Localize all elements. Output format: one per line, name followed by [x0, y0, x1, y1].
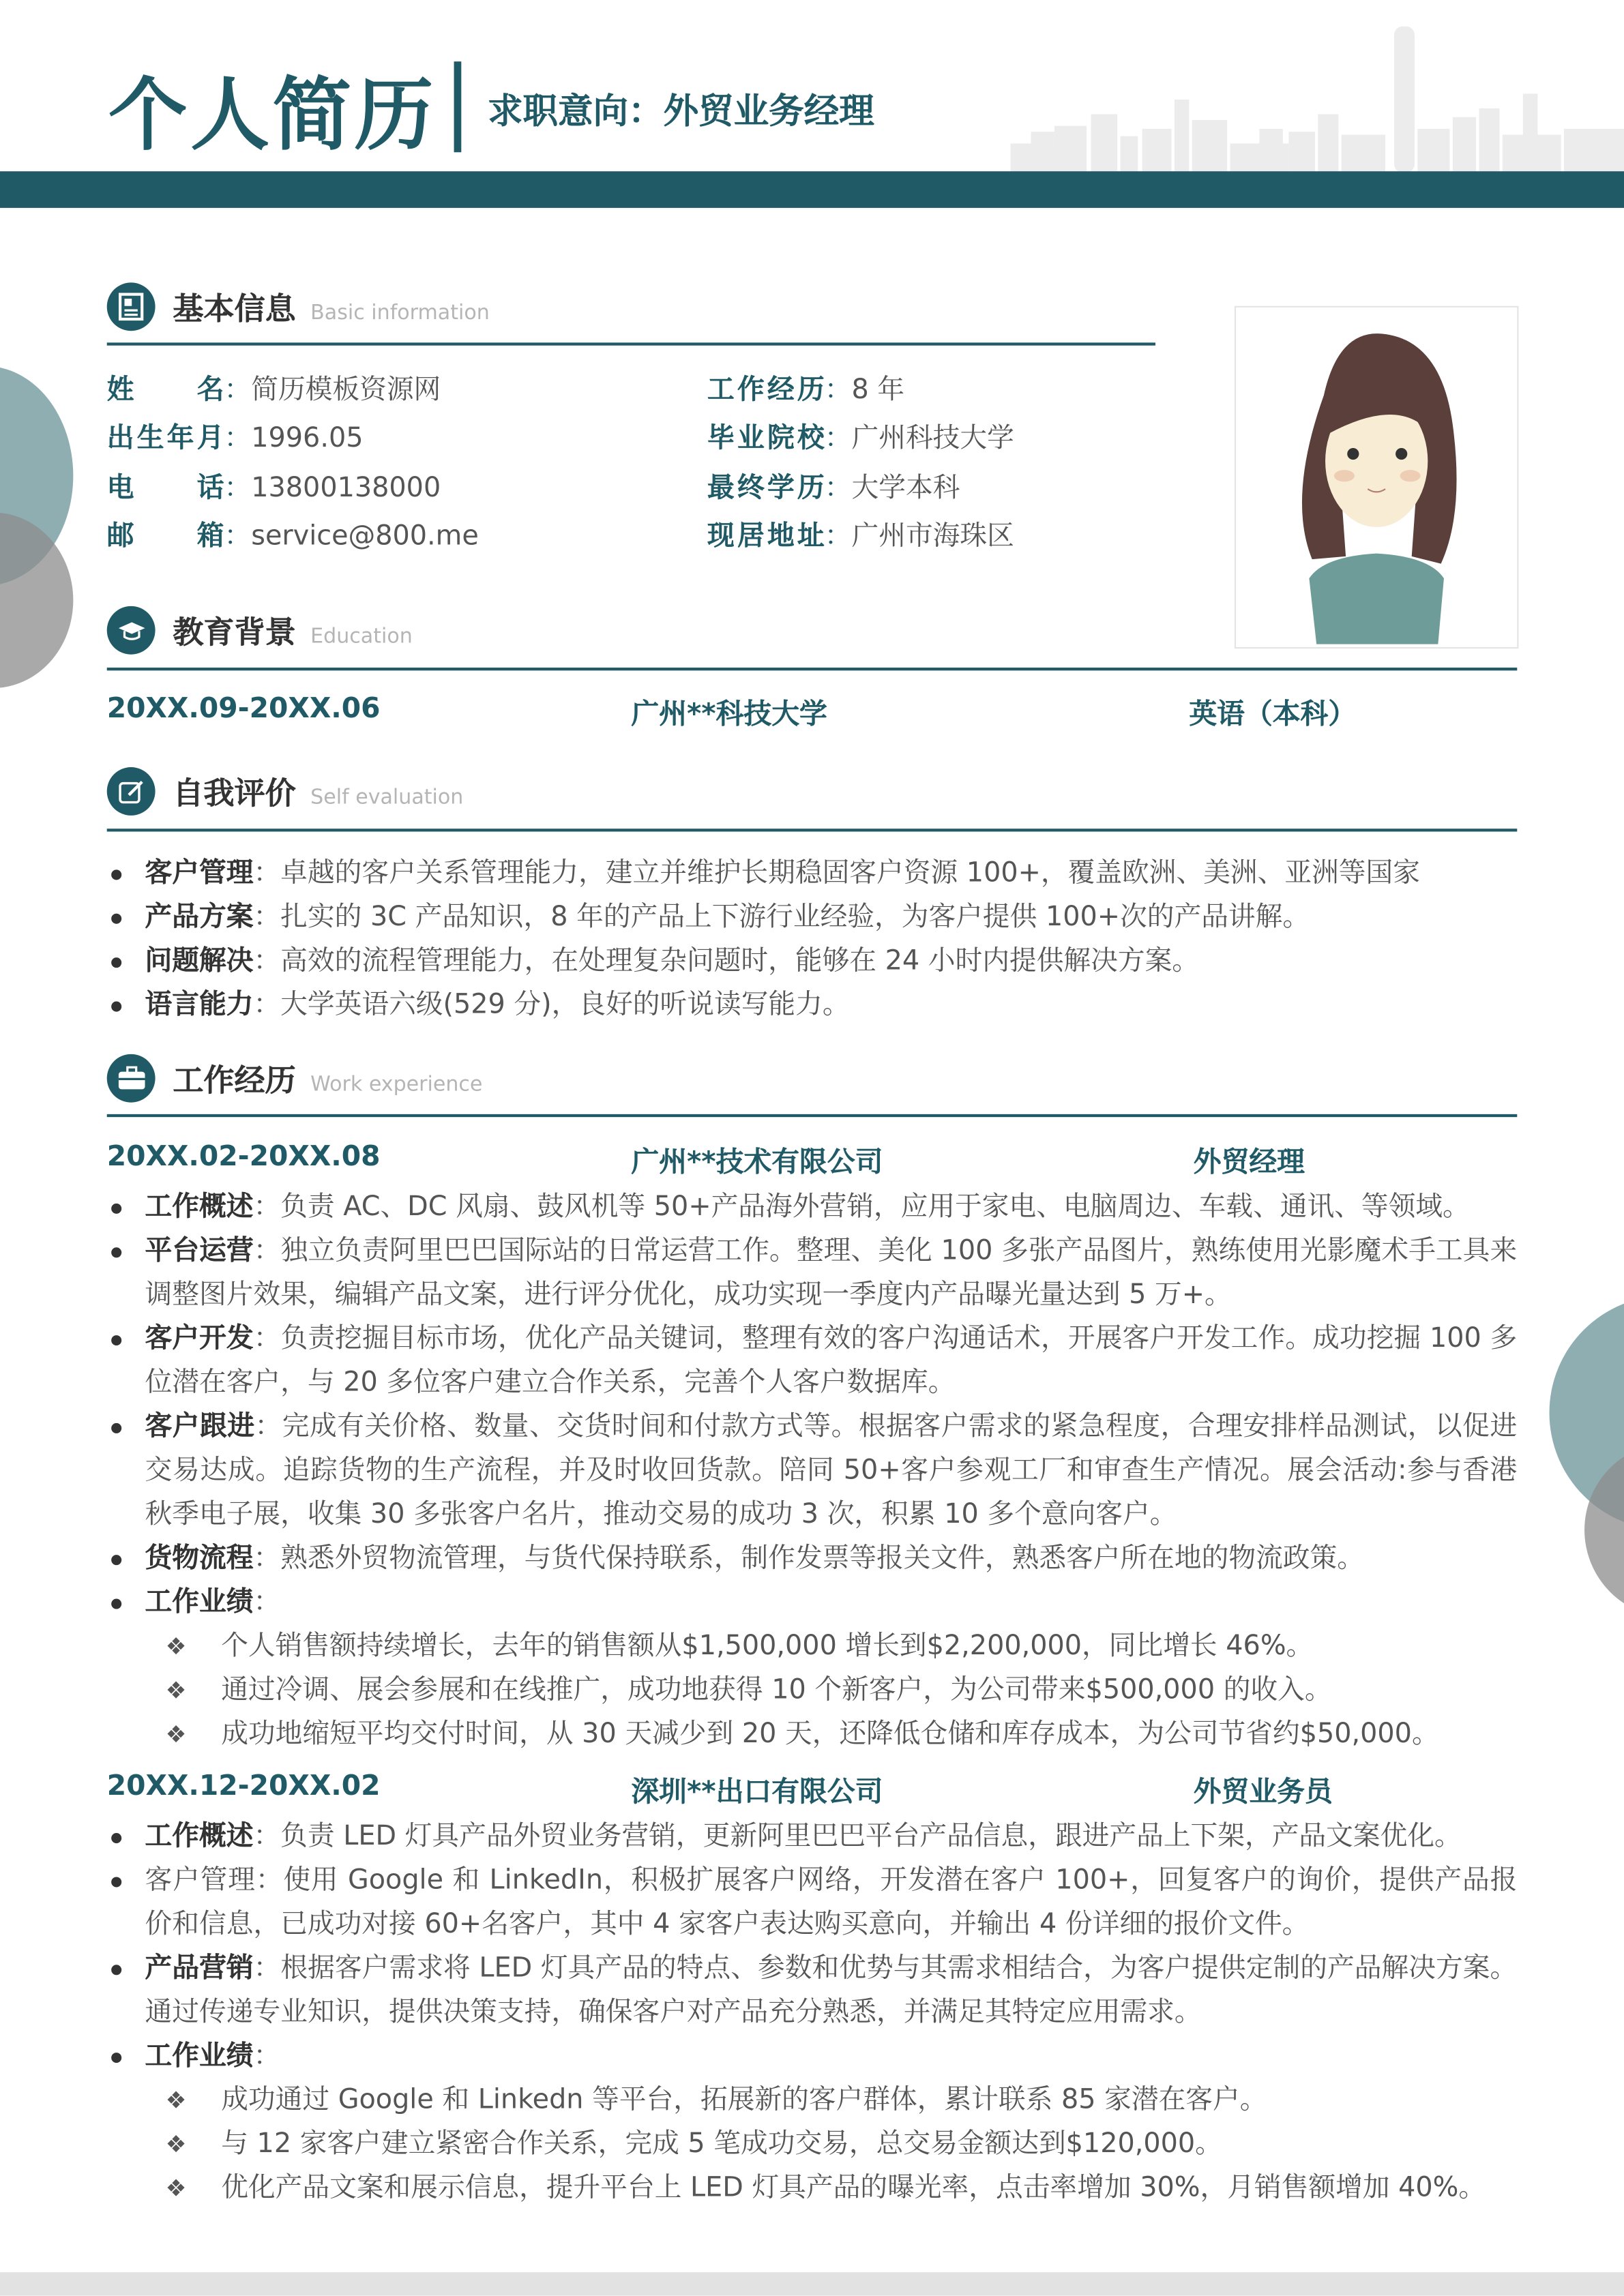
- job-company: 广州**技术有限公司: [631, 1146, 883, 1179]
- diamond-bullet-icon: ❖: [165, 2174, 187, 2203]
- achievement-item: ❖ 成功通过 Google 和 Linkedn 等平台，拓展新的客户群体，累计联系 85 家潜在客户。: [107, 2079, 1518, 2123]
- job-role: 外贸经理: [1193, 1146, 1305, 1179]
- education-major: 英语（本科）: [1189, 698, 1357, 731]
- graduation-cap-icon: [107, 606, 156, 655]
- section-divider: [107, 829, 1518, 831]
- briefcase-icon: [107, 1054, 156, 1103]
- job-intent: 求职意向：外贸业务经理: [487, 91, 874, 132]
- list-item: 工作业绩：: [107, 2035, 1518, 2078]
- section-subtitle: Self evaluation: [310, 786, 464, 810]
- info-phone: 电话：13800138000: [106, 473, 441, 504]
- title-divider: [454, 61, 462, 152]
- list-item: 工作业绩：: [107, 1581, 1518, 1625]
- education-date: 20XX.09-20XX.06: [106, 692, 381, 725]
- info-school: 毕业院校：广州科技大学: [707, 423, 1014, 454]
- id-card-icon: [107, 282, 156, 331]
- list-item: 客户开发：负责挖掘目标市场，优化产品关键词，整理有效的客户沟通话术，开展客户开发工作。成功挖掘 100 多位潜在客户，与 20 多位客户建立合作关系，完善个人客户数据库。: [107, 1317, 1518, 1405]
- footer-bar: [0, 2272, 1624, 2295]
- page-title: 个人简历: [108, 68, 437, 162]
- list-item: 语言能力：大学英语六级(529 分)，良好的听说读写能力。: [107, 984, 1518, 1028]
- info-email: 邮箱：service@800.me: [106, 521, 479, 552]
- diamond-bullet-icon: ❖: [165, 1720, 187, 1748]
- section-divider: [107, 668, 1518, 670]
- city-skyline-decoration: [1010, 27, 1624, 173]
- achievement-item: ❖ 个人销售额持续增长，去年的销售额从$1,500,000 增长到$2,200,000，同比增长 46%。: [107, 1625, 1518, 1669]
- info-experience: 工作经历：8 年: [707, 374, 905, 406]
- list-item: 货物流程：熟悉外贸物流管理，与货代保持联系，制作发票等报关文件，熟悉客户所在地的物流政策。: [107, 1537, 1518, 1581]
- diamond-bullet-icon: ❖: [165, 1676, 187, 1705]
- section-divider: [107, 1114, 1518, 1117]
- job-company: 深圳**出口有限公司: [631, 1776, 883, 1808]
- job-1-list: [107, 1186, 1518, 1757]
- edit-icon: [107, 767, 156, 816]
- info-name: 姓名：简历模板资源网: [106, 374, 441, 406]
- avatar-illustration: [1236, 308, 1517, 647]
- job-role: 外贸业务员: [1193, 1776, 1333, 1808]
- achievement-item: ❖ 成功地缩短平均交付时间，从 30 天减少到 20 天，还降低仓储和库存成本，为公司节省约$50,000。: [107, 1713, 1518, 1757]
- section-subtitle: Work experience: [310, 1073, 483, 1097]
- achievement-item: ❖ 与 12 家客户建立紧密合作关系，完成 5 笔成功交易，总交易金额达到$120,000。: [107, 2123, 1518, 2166]
- info-address: 现居地址：广州市海珠区: [707, 521, 1014, 552]
- achievement-item: ❖ 优化产品文案和展示信息，提升平台上 LED 灯具产品的曝光率，点击率增加 30%，月销售额增加 40%。: [107, 2167, 1518, 2211]
- job-date: 20XX.12-20XX.02: [106, 1770, 381, 1802]
- section-title: 自我评价: [173, 775, 296, 811]
- diamond-bullet-icon: ❖: [165, 2086, 187, 2115]
- section-title: 教育背景: [173, 614, 296, 651]
- info-birth: 出生年月：1996.05: [106, 423, 364, 454]
- section-subtitle: Education: [310, 625, 413, 649]
- list-item: 工作概述：负责 AC、DC 风扇、鼓风机等 50+产品海外营销，应用于家电、电脑周边、车载、通讯、等领域。: [107, 1186, 1518, 1229]
- list-item: 平台运营：独立负责阿里巴巴国际站的日常运营工作。整理、美化 100 多张产品图片，熟练使用光影魔术手工具来调整图片效果，编辑产品文案，进行评分优化，成功实现一季度内产品曝光量达到 5 万+。: [107, 1229, 1518, 1317]
- info-degree: 最终学历：大学本科: [707, 473, 960, 504]
- job-2-list: [107, 1815, 1518, 2211]
- list-item: 工作概述：负责 LED 灯具产品外贸业务营销，更新阿里巴巴平台产品信息，跟进产品上下架，产品文案优化。: [107, 1815, 1518, 1859]
- list-item: 产品方案：扎实的 3C 产品知识，8 年的产品上下游行业经验，为客户提供 100+次的产品讲解。: [107, 896, 1518, 940]
- decor-circle-gray-left: [0, 512, 73, 688]
- list-item: 客户管理：使用 Google 和 LinkedIn，积极扩展客户网络，开发潜在客户 100+，回复客户的询价，提供产品报价和信息，已成功对接 60+名客户，其中 4 家客户表达购买意向，并输出 4 份详细的报价文件。: [107, 1860, 1518, 1948]
- profile-photo: [1235, 306, 1519, 648]
- list-item: 客户管理：卓越的客户关系管理能力，建立并维护长期稳固客户资源 100+，覆盖欧洲、美洲、亚洲等国家: [107, 852, 1518, 896]
- section-subtitle: Basic information: [310, 301, 490, 325]
- self-eval-list: [107, 852, 1518, 1028]
- list-item: 问题解决：高效的流程管理能力，在处理复杂问题时，能够在 24 小时内提供解决方案。: [107, 940, 1518, 983]
- job-date: 20XX.02-20XX.08: [106, 1140, 381, 1173]
- list-item: 客户跟进：完成有关价格、数量、交货时间和付款方式等。根据客户需求的紧急程度，合理安排样品测试，以促进交易达成。追踪货物的生产流程，并及时收回货款。陪同 50+客户参观工厂和审查生产情况。展会活动:参与香港秋季电子展，收集 30 多张客户名片，推动交易的成功 3 次，积累 10 多个意向客户。: [107, 1405, 1518, 1537]
- section-divider: [107, 342, 1155, 345]
- diamond-bullet-icon: ❖: [165, 1632, 187, 1660]
- header-band: [0, 171, 1624, 208]
- achievement-item: ❖ 通过冷调、展会参展和在线推广，成功地获得 10 个新客户，为公司带来$500,000 的收入。: [107, 1669, 1518, 1713]
- education-school: 广州**科技大学: [631, 698, 827, 731]
- list-item: 产品营销：根据客户需求将 LED 灯具产品的特点、参数和优势与其需求相结合，为客户提供定制的产品解决方案。通过传递专业知识，提供决策支持，确保客户对产品充分熟悉，并满足其特定应用需求。: [107, 1948, 1518, 2036]
- diamond-bullet-icon: ❖: [165, 2130, 187, 2158]
- section-title: 工作经历: [173, 1062, 296, 1099]
- section-title: 基本信息: [173, 291, 296, 327]
